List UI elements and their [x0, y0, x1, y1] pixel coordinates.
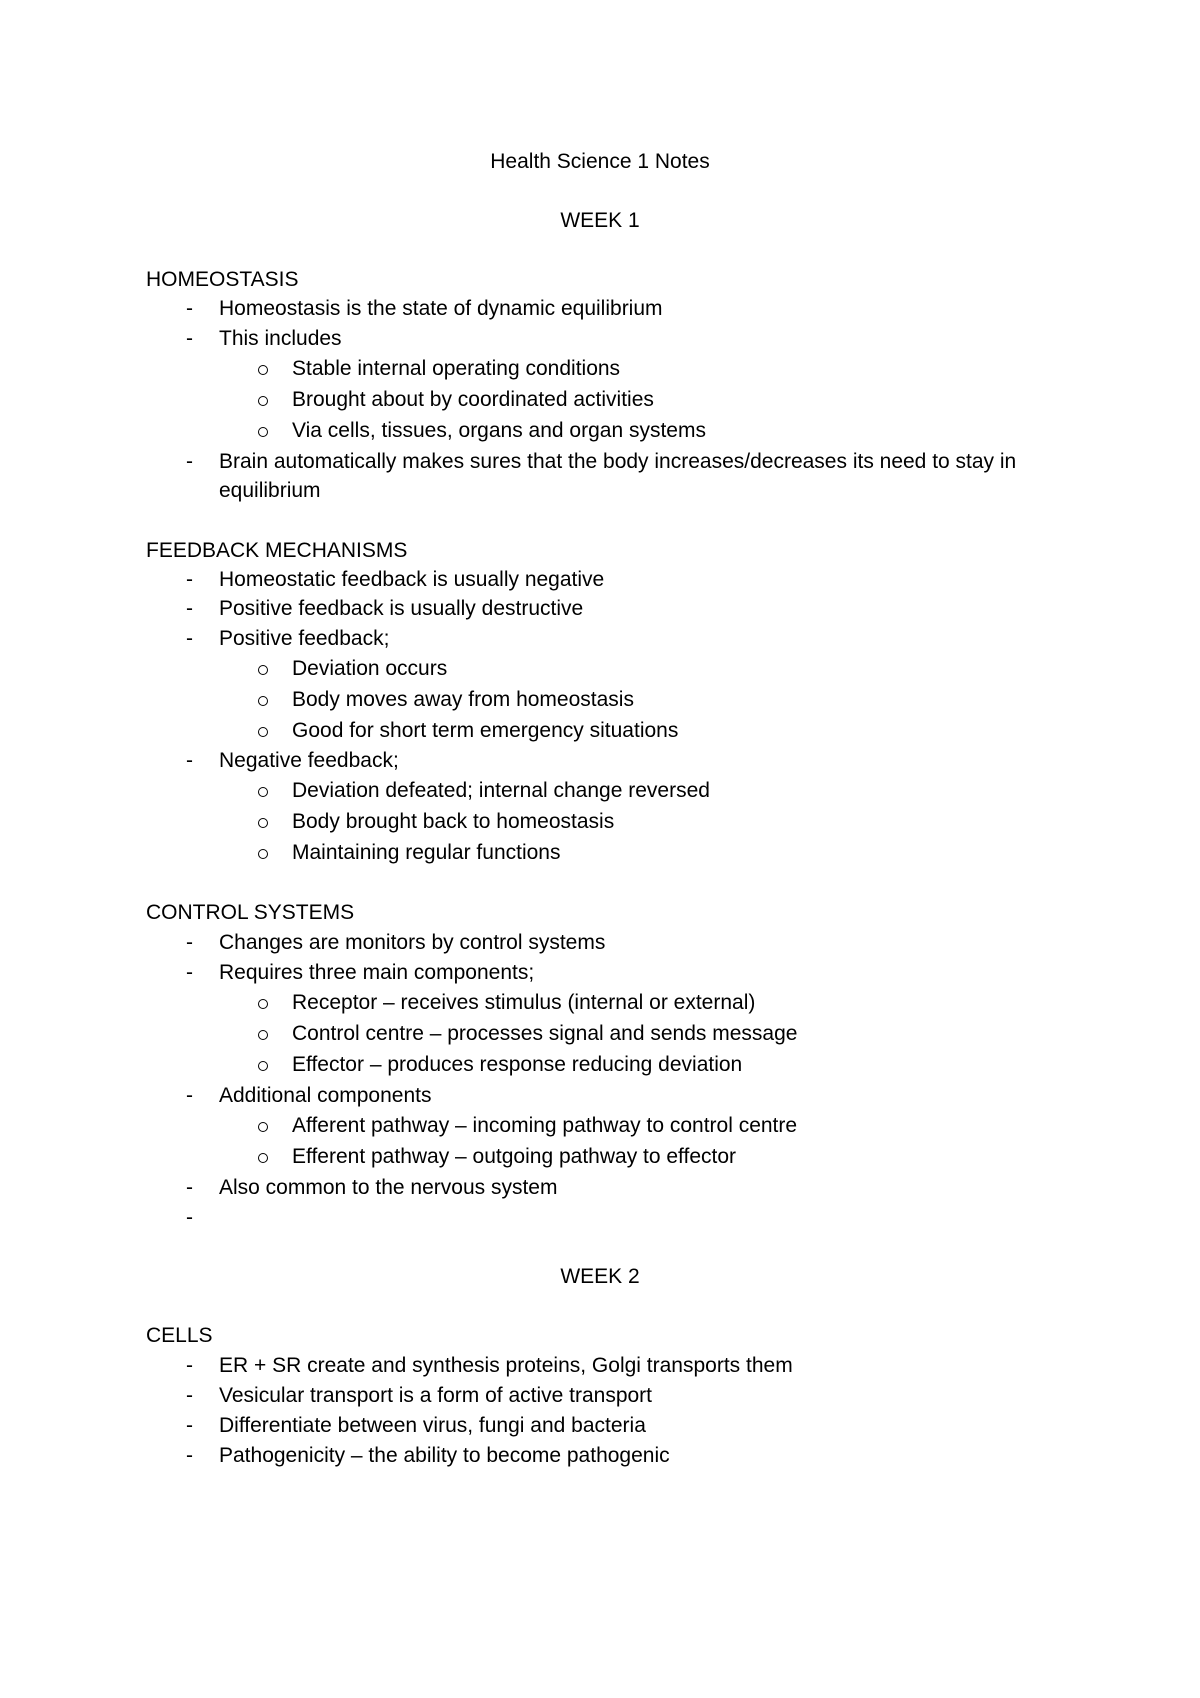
dash-bullet: -	[186, 327, 193, 350]
dash-bullet: -	[186, 1444, 193, 1467]
list-item-text: Positive feedback;	[219, 627, 390, 650]
sub-list-item-text: Good for short term emergency situations	[292, 719, 679, 742]
dash-bullet: -	[186, 1206, 193, 1229]
list-item-text: Also common to the nervous system	[219, 1176, 558, 1199]
section-heading-feedback: FEEDBACK MECHANISMS	[146, 539, 408, 562]
circle-bullet-icon	[258, 727, 268, 737]
sub-list-item-text: Efferent pathway – outgoing pathway to effector	[292, 1145, 737, 1168]
dash-bullet: -	[186, 931, 193, 954]
list-item-text: This includes	[219, 327, 342, 350]
sub-list-item-text: Stable internal operating conditions	[292, 357, 621, 380]
sub-list-item-text: Receptor – receives stimulus (internal or external)	[292, 991, 756, 1014]
dash-bullet: -	[186, 568, 193, 591]
circle-bullet-icon	[258, 787, 268, 797]
sub-list-item-text: Deviation defeated; internal change reversed	[292, 779, 710, 802]
list-item-text: Pathogenicity – the ability to become pathogenic	[219, 1444, 670, 1467]
circle-bullet-icon	[258, 1153, 268, 1163]
sub-list-item-text: Body moves away from homeostasis	[292, 688, 634, 711]
sub-list-item-text: Control centre – processes signal and sends message	[292, 1022, 798, 1045]
list-item-text: Vesicular transport is a form of active transport	[219, 1384, 653, 1407]
circle-bullet-icon	[258, 427, 268, 437]
sub-list-item-text: Afferent pathway – incoming pathway to control centre	[292, 1114, 798, 1137]
week-1-heading: WEEK 1	[560, 209, 640, 232]
sub-list-item-text: Effector – produces response reducing deviation	[292, 1053, 743, 1076]
dash-bullet: -	[186, 627, 193, 650]
dash-bullet: -	[186, 961, 193, 984]
circle-bullet-icon	[258, 849, 268, 859]
dash-bullet: -	[186, 1084, 193, 1107]
document-title: Health Science 1 Notes	[490, 150, 710, 173]
week-2-heading: WEEK 2	[560, 1265, 640, 1288]
section-heading-control-systems: CONTROL SYSTEMS	[146, 901, 355, 924]
list-item-text: equilibrium	[219, 479, 321, 502]
list-item-text: Additional components	[219, 1084, 432, 1107]
circle-bullet-icon	[258, 396, 268, 406]
list-item-text: ER + SR create and synthesis proteins, Golgi transports them	[219, 1354, 793, 1377]
dash-bullet: -	[186, 450, 193, 473]
list-item-text: Changes are monitors by control systems	[219, 931, 606, 954]
circle-bullet-icon	[258, 1030, 268, 1040]
dash-bullet: -	[186, 597, 193, 620]
list-item-text: Homeostatic feedback is usually negative	[219, 568, 605, 591]
circle-bullet-icon	[258, 1122, 268, 1132]
sub-list-item-text: Deviation occurs	[292, 657, 448, 680]
section-heading-cells: CELLS	[146, 1324, 213, 1347]
sub-list-item-text: Body brought back to homeostasis	[292, 810, 615, 833]
dash-bullet: -	[186, 1354, 193, 1377]
list-item-text: Differentiate between virus, fungi and bacteria	[219, 1414, 646, 1437]
dash-bullet: -	[186, 297, 193, 320]
list-item-text: Requires three main components;	[219, 961, 535, 984]
dash-bullet: -	[186, 1176, 193, 1199]
circle-bullet-icon	[258, 665, 268, 675]
dash-bullet: -	[186, 749, 193, 772]
circle-bullet-icon	[258, 365, 268, 375]
list-item-text: Brain automatically makes sures that the body increases/decreases its need to stay in	[219, 450, 1017, 473]
sub-list-item-text: Maintaining regular functions	[292, 841, 561, 864]
circle-bullet-icon	[258, 818, 268, 828]
sub-list-item-text: Brought about by coordinated activities	[292, 388, 654, 411]
circle-bullet-icon	[258, 999, 268, 1009]
dash-bullet: -	[186, 1414, 193, 1437]
list-item-text: Homeostasis is the state of dynamic equilibrium	[219, 297, 663, 320]
list-item-text: Negative feedback;	[219, 749, 399, 772]
section-heading-homeostasis: HOMEOSTASIS	[146, 268, 299, 291]
circle-bullet-icon	[258, 1061, 268, 1071]
circle-bullet-icon	[258, 696, 268, 706]
dash-bullet: -	[186, 1384, 193, 1407]
list-item-text: Positive feedback is usually destructive	[219, 597, 584, 620]
sub-list-item-text: Via cells, tissues, organs and organ systems	[292, 419, 706, 442]
